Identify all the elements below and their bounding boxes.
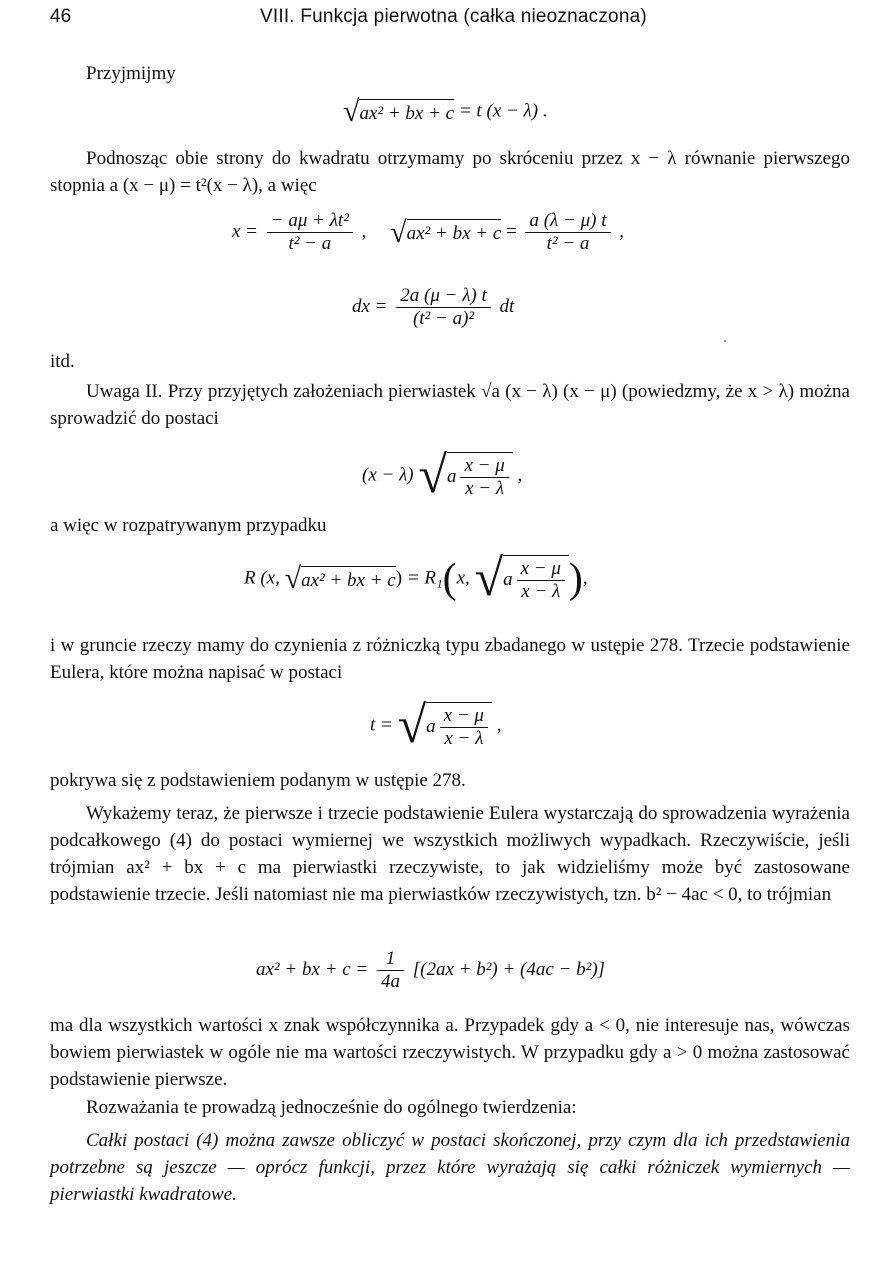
fraction-5-num: x − μ [517,558,565,581]
eq5-comma: , [582,567,588,589]
equation-6 [370,697,502,754]
eq5-R1: = R₁ [406,567,443,589]
fraction-7 [377,948,404,993]
equation-4 [362,447,523,504]
fraction-7-den: 4a [380,971,400,992]
eq5-close-1: ) [395,567,403,589]
text-itd: itd. [50,351,75,372]
radicand-2: ax² + bx + c [407,219,502,246]
eq2-eq: = [506,220,517,242]
fraction-x-num: − aμ + λt² [267,210,353,233]
sqrt-1: √ax² + bx + c [343,95,455,128]
eq2-x: x = [232,220,259,242]
eq3-dx: dx = [352,295,388,317]
eq3-dt: dt [499,295,515,317]
fraction-x-den: t² − a [288,233,332,254]
eq1-rhs: = t (x − λ) . [458,100,548,122]
paragraph-podnoszac: Podnosząc obie strony do kwadratu otrzymamy po skróceniu przez x − λ równanie pierwszego stopnia a (x − μ) = t²(x − λ), a więc [50,148,850,196]
fraction-7-num: 1 [377,948,404,971]
eq6-t: t = [370,714,393,736]
sqrt-6: √a $\frac{x - \mu}{x - \lambda}$ [398,702,492,750]
eq2-comma-1: , [361,220,367,242]
radicand-1: ax² + bx + c [359,99,454,126]
page-header [50,6,850,30]
equation-1 [343,92,548,132]
stray-mark [724,340,726,342]
sqrt-4-a: a [446,465,457,487]
equation-3 [352,285,514,330]
fraction-5-den: x − λ [521,581,561,602]
eq5-R: R (x, [244,567,280,589]
eq7-rhs: [(2ax + b²) + (4ac − b²)] [412,958,606,980]
text-pokrywa: pokrywa się z podstawieniem podanym w ustępie 278. [50,770,466,791]
fraction-6-num: x − μ [440,705,488,728]
equation-5 [244,550,588,607]
paragraph-ma-dla: ma dla wszystkich wartości x znak współczynnika a. Przypadek gdy a < 0, nie interesuje nas, wówczas bowiem pierwiastek w ogóle nie ma wartości rzeczywistych. W przypadku gdy a > 0 można zastosować podstawienie pierwsze. [50,1015,850,1090]
fraction-6-den: x − λ [444,728,484,749]
fraction-4-den: x − λ [465,478,505,499]
page-number: 46 [50,6,72,27]
text-a-wiec: a więc w rozpatrywanym przypadku [50,515,327,536]
eq2-comma-2: , [619,220,625,242]
text-przyjmijmy: Przyjmijmy [86,63,176,84]
sqrt-6-a: a [426,715,436,737]
equation-2 [232,210,624,255]
fraction-dx-num: 2a (μ − λ) t [396,285,491,308]
eq5-x: x, [456,567,470,589]
eq7-lhs: ax² + bx + c = [256,958,369,980]
sqrt-4: √a $\frac{x - \mu}{x - \lambda}$ [418,452,512,500]
theorem-text: Całki postaci (4) można zawsze obliczyć w postaci skończonej, przy czym dla ich przedstawienia potrzebne są jeszcze — oprócz funkcji, przez które wyrażają się całki różniczek wymiernych — pierwiastki kwadratowe. [50,1130,850,1205]
fraction-x [267,210,353,255]
eq5-big-close: ) [568,556,583,602]
sqrt-5b-body [503,555,569,603]
sqrt-4-body [447,452,513,500]
fraction-sqrt [525,210,610,255]
fraction-dx-den: (t² − a)² [412,308,475,329]
sqrt-5a: √ax² + bx + c [284,562,396,595]
fraction-sqrt-num: a (λ − μ) t [525,210,610,233]
running-head: VIII. Funkcja pierwotna (całka nieoznaczona) [260,6,647,27]
paragraph-rozwazania: Rozważania te prowadzą jednocześnie do ogólnego twierdzenia: [86,1097,577,1118]
equation-7 [256,948,605,993]
eq4-prefix: (x − λ) [362,464,414,486]
fraction-sqrt-den: t² − a [546,233,590,254]
paragraph-wykazemy: Wykażemy teraz, że pierwsze i trzecie podstawienie Eulera wystarczają do sprowadzenia wyrażenia podcałkowego (4) do postaci wymiernej we wszystkich możliwych wypadkach. Rzeczywiście, jeśli trójmian ax² + bx + c ma pierwiastki rzeczywiste, to jak widzieliśmy może być zastosowane podstawienie trzecie. Jeśli natomiast nie ma pierwiastków rzeczywistych, tzn. b² − 4ac < 0, to trójmian [50,803,850,905]
fraction-4 [460,455,508,500]
sqrt-2: √ax² + bx + c [390,215,502,249]
paragraph-w-gruncie: i w gruncie rzeczy mamy do czynienia z różniczką typu zbadanego w ustępie 278. Trzecie podstawienie Eulera, które można napisać w postaci [50,635,850,683]
paragraph-uwaga: Uwaga II. Przy przyjętych założeniach pierwiastek √a (x − λ) (x − μ) (powiedzmy, że x > λ) można sprowadzić do postaci [50,381,850,429]
radicand-5: ax² + bx + c [301,566,396,593]
fraction-dx [396,285,491,330]
fraction-5 [517,558,565,603]
sqrt-5b-a: a [503,568,513,590]
sqrt-6-body [426,702,492,750]
fraction-6 [440,705,488,750]
sqrt-5b: √a $\frac{x - \mu}{x - \lambda}$ [475,555,569,603]
fraction-4-num: x − μ [460,455,508,478]
eq4-comma: , [517,464,523,486]
eq6-comma: , [496,714,502,736]
eq5-big-open: ( [442,556,457,602]
